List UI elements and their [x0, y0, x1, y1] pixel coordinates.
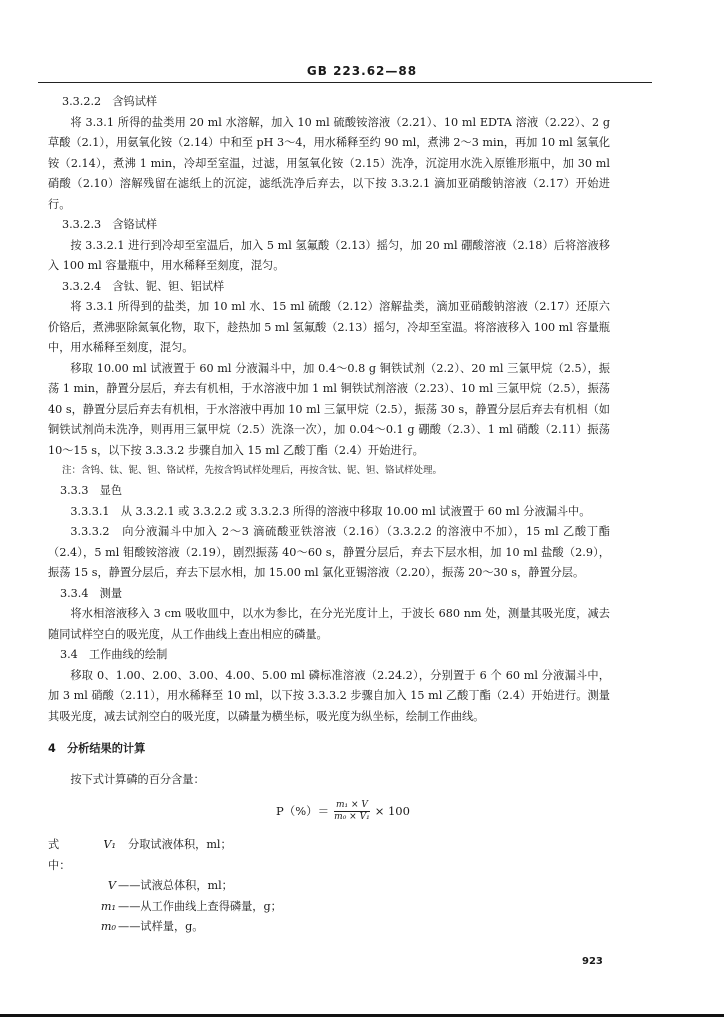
document-body — [48, 92, 610, 938]
paragraph-3-3-3-2: 3.3.3.2 向分液漏斗中加入 2～3 滴硫酸亚铁溶液（2.16）（3.3.2.2 的溶液中不加），15 ml 乙酸丁酯（2.4），5 ml 钼酸铵溶液（2.19），剧烈振荡 40～60 s，静置分层后，弃去下层水相，加 10 ml 盐酸（2.9），振荡 15 s，静置分层后，弃去下层水相，加 15.00 ml 氯化亚锡溶液（2.20），振荡 20～30 s，静置分层。 — [48, 525, 610, 579]
definition-symbol: m₀ — [100, 920, 116, 933]
where-label: 式中： — [48, 838, 71, 872]
paragraph-3-3-2-4-b: 移取 10.00 ml 试液置于 60 ml 分液漏斗中，加 0.4～0.8 g 铜铁试剂（2.2）、20 ml 三氯甲烷（2.5），振荡 1 min，静置分层后，弃去有机相，于水溶液中加 1 ml 铜铁试剂溶液（2.23）、10 ml 三氯甲烷（2.5），振荡 40 s，静置分层后弃去有机相，于水溶液中再加 10 ml 三氯甲烷（2.5），振荡 30 s，静置分层后弃去有机相（如铜铁试剂尚未洗净，则再用三氯甲烷（2.5）洗涤一次），加 0.04～0.1 g 硼酸（2.3）、1 ml 硝酸（2.11）振荡 10～15 s，以下按 3.3.3.2 步骤自加入 15 ml 乙酸丁酯（2.4）开始进行。 — [48, 361, 610, 457]
paragraph-3-4: 移取 0、1.00、2.00、3.00、4.00、5.00 ml 磷标准溶液（2.24.2），分别置于 6 个 60 ml 分液漏斗中，加 3 ml 硝酸（2.11），用水稀释至 10 ml，以下按 3.3.3.2 步骤自加入 15 ml 乙酸丁酯（2.4）开始进行。测量其吸光度，减去试剂空白的吸光度，以磷量为横坐标，吸光度为纵坐标，绘制工作曲线。 — [48, 668, 610, 723]
definition-row — [48, 835, 610, 876]
definition-symbol: V₁ — [103, 838, 116, 851]
header-rule — [38, 82, 652, 83]
heading-4: 4 分析结果的计算 — [48, 742, 146, 755]
definition-row — [48, 917, 610, 938]
paragraph-3-3-3-1: 3.3.3.1 从 3.3.2.1 或 3.3.2.2 或 3.3.2.3 所得的溶液中移取 10.00 ml 试液置于 60 ml 分液漏斗中。 — [70, 504, 591, 518]
definition-row — [48, 876, 610, 897]
page-number: 923 — [582, 956, 603, 967]
definition-row — [48, 897, 610, 918]
definition-symbol: V — [107, 879, 116, 892]
paragraph-3-3-2-4-a: 将 3.3.1 所得到的盐类，加 10 ml 水、15 ml 硫酸（2.12）溶解盐类，滴加亚硝酸钠溶液（2.17）还原六价铬后，煮沸驱除氮氧化物，取下，趁热加 5 ml 氢氟酸（2.13）摇匀，冷却至室温。将溶液移入 100 ml 容量瓶中，用水稀释至刻度，混匀。 — [48, 300, 610, 354]
heading-3-3-3: 3.3.3 显色 — [60, 484, 123, 497]
variable-definitions — [48, 835, 610, 938]
definition-text: ——试样量，g。 — [118, 920, 204, 933]
scan-edge-bar — [0, 1014, 724, 1017]
definition-text: 分取试液体积，ml； — [128, 838, 232, 851]
definition-text: ——试液总体积，ml； — [118, 879, 233, 892]
heading-3-4: 3.4 工作曲线的绘制 — [60, 648, 168, 661]
formula-rhs: × 100 — [374, 804, 410, 819]
paragraph-3-3-2-2: 将 3.3.1 所得的盐类用 20 ml 水溶解，加入 10 ml 硫酸铵溶液（2.21）、10 ml EDTA 溶液（2.22）、2 g 草酸（2.1），用氨氧化铵（2.14）中和至 pH 3～4，用水稀释至约 90 ml，煮沸 2～3 min，再加 10 ml 氢氧化铵（2.14），煮沸 1 min，冷却至室温，过滤，用氢氧化铵（2.15）洗净，沉淀用水洗入原锥形瓶中，加 30 ml 硝酸（2.10）溶解残留在滤纸上的沉淀，滤纸洗净后弃去，以下按 3.3.2.1 滴加亚硝酸钠溶液（2.17）开始进行。 — [48, 115, 610, 211]
standard-header: GB 223.62—88 — [306, 64, 418, 78]
heading-3-3-2-3: 3.3.2.3 含铬试样 — [62, 218, 158, 231]
formula-lhs: P（%）＝ — [276, 804, 330, 819]
formula-denominator: m₀ × V₁ — [334, 812, 370, 822]
paragraph-3-3-4: 将水相溶液移入 3 cm 吸收皿中，以水为参比，在分光光度计上，于波长 680 nm 处，测量其吸光度，减去随同试样空白的吸光度，从工作曲线上查出相应的磷量。 — [48, 607, 610, 641]
definition-text: ——从工作曲线上查得磷量，g； — [118, 899, 282, 913]
paragraph-4: 按下式计算磷的百分含量： — [70, 772, 205, 786]
definition-symbol: m₁ — [100, 899, 116, 913]
note: 注：含钨、钛、铌、钽、铬试样，先按含钨试样处理后，再按含钛、铌、钽、铬试样处理。 — [62, 465, 443, 476]
paragraph-3-3-2-3: 按 3.3.2.1 进行到冷却至室温后，加入 5 ml 氢氟酸（2.13）摇匀，加 20 ml 硼酸溶液（2.18）后将溶液移入 100 ml 容量瓶中，用水稀释至刻度，混匀。 — [48, 238, 610, 272]
heading-3-3-2-2: 3.3.2.2 含钨试样 — [62, 95, 158, 108]
heading-3-3-4: 3.3.4 测量 — [60, 586, 123, 600]
phosphorus-formula — [48, 800, 610, 823]
formula-fraction — [332, 800, 372, 823]
formula-numerator: m₁ × V — [335, 800, 368, 810]
heading-3-3-2-4: 3.3.2.4 含钛、铌、钽、铝试样 — [62, 279, 225, 293]
